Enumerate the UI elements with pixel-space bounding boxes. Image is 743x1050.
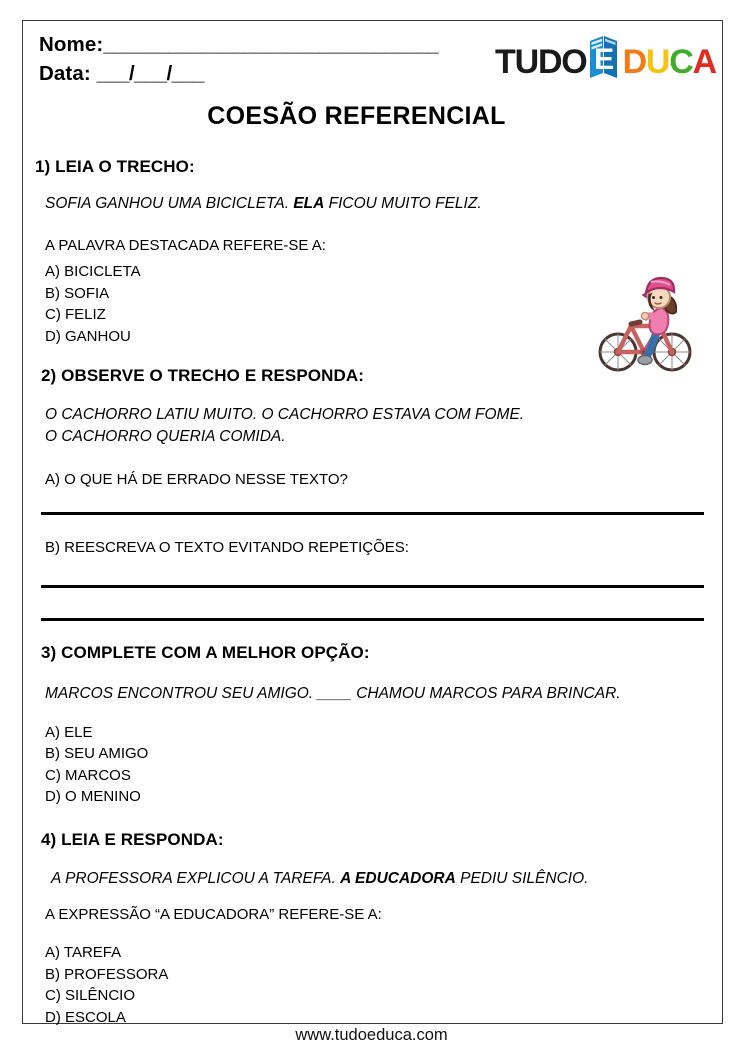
question-3-option-a[interactable]: A) ELE — [45, 723, 93, 741]
question-4-highlight-phrase: A EDUCADORA — [340, 869, 456, 887]
question-3-heading: 3) COMPLETE COM A MELHOR OPÇÃO: — [41, 643, 370, 663]
question-4-options — [45, 942, 722, 1028]
logo-text-tudo: TUDO — [495, 43, 587, 81]
question-3-options — [45, 722, 722, 808]
logo-letter-c: C — [669, 43, 693, 81]
name-label: Nome: — [39, 33, 104, 56]
footer-website[interactable]: www.tudoeduca.com — [295, 1026, 448, 1044]
question-2-subquestion-a: A) O QUE HÁ DE ERRADO NESSE TEXTO? — [45, 470, 348, 488]
question-1-option-d[interactable]: D) GANHOU — [45, 328, 131, 345]
question-1-passage-before: SOFIA GANHOU UMA BICICLETA. — [45, 195, 294, 212]
question-1-passage — [45, 193, 722, 215]
date-field-row — [39, 59, 509, 88]
question-4-option-b[interactable]: B) PROFESSORA — [45, 965, 169, 983]
question-4-passage-after: PEDIU SILÊNCIO. — [455, 869, 589, 887]
date-write-line[interactable]: ___/___/___ — [96, 62, 204, 86]
girl-riding-bicycle-icon — [598, 264, 694, 376]
question-4-option-d[interactable]: D) ESCOLA — [45, 1008, 126, 1026]
question-1-passage-after: FICOU MUITO FELIZ. — [324, 195, 482, 212]
question-3-passage: MARCOS ENCONTROU SEU AMIGO. ____ CHAMOU MARCOS PARA BRINCAR. — [45, 685, 621, 703]
question-4-passage-before: A PROFESSORA EXPLICOU A TAREFA. — [51, 869, 341, 887]
question-4-heading: 4) LEIA E RESPONDA: — [41, 829, 224, 849]
question-4-prompt: A EXPRESSÃO “A EDUCADORA” REFERE-SE A: — [45, 906, 382, 924]
logo-letter-u: U — [645, 43, 670, 81]
question-4-option-c[interactable]: C) SILÊNCIO — [45, 987, 136, 1005]
worksheet-page — [22, 20, 723, 1024]
name-field-row — [39, 30, 509, 59]
question-2-heading: 2) OBSERVE O TRECHO E RESPONDA: — [41, 365, 365, 385]
question-1-heading: 1) LEIA O TRECHO: — [35, 157, 195, 176]
name-write-line[interactable]: _______________________________ — [103, 33, 439, 56]
student-fields — [39, 30, 509, 88]
question-1-highlight-word: ELA — [293, 195, 325, 212]
question-1-option-a[interactable]: A) BICICLETA — [45, 263, 141, 281]
date-label: Data: — [39, 62, 91, 86]
question-2-subquestion-b: B) REESCREVA O TEXTO EVITANDO REPETIÇÕES: — [45, 539, 409, 557]
logo-letter-d: D — [622, 43, 646, 81]
question-1-prompt: A PALAVRA DESTACADA REFERE-SE A: — [45, 237, 326, 255]
tudoeduca-logo — [495, 33, 716, 79]
open-book-icon — [584, 33, 624, 79]
worksheet-header — [23, 21, 722, 96]
question-2-passage-line-2: O CACHORRO QUERIA COMIDA. — [45, 428, 286, 446]
question-3-option-b[interactable]: B) SEU AMIGO — [45, 745, 149, 763]
question-2-passage-line-1: O CACHORRO LATIU MUITO. O CACHORRO ESTAVA COM FOME. — [45, 405, 525, 423]
question-1-option-c[interactable]: C) FELIZ — [45, 306, 106, 324]
question-3-option-c[interactable]: C) MARCOS — [45, 766, 131, 784]
svg-text:E: E — [593, 43, 613, 76]
question-3-option-d[interactable]: D) O MENINO — [45, 788, 141, 806]
question-4-passage — [51, 868, 722, 890]
logo-letter-a: A — [692, 43, 716, 81]
question-4-option-a[interactable]: A) TAREFA — [45, 944, 122, 962]
page-title: COESÃO REFERENCIAL — [207, 102, 506, 130]
question-1-option-b[interactable]: B) SOFIA — [45, 284, 110, 302]
